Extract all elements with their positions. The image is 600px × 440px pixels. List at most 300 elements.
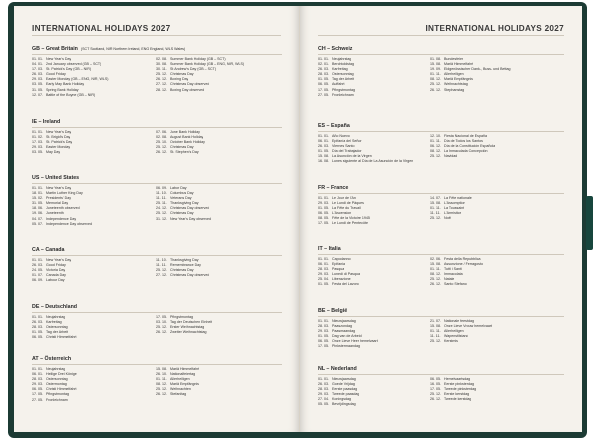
holiday-date: 01. 01. [318,196,329,200]
holiday-date: 17. 05. [318,221,329,226]
holiday-date: 28. 03. [318,72,329,77]
holiday-name: Immacolata [444,272,463,277]
holiday-name: L'Ascension [332,211,352,216]
holiday-name: Weihnachten [170,387,191,392]
holiday-name: Pfingstmontag [170,315,193,319]
holiday-name: New Year's Day [46,258,72,262]
holiday-date: 28. 03. [32,377,43,382]
holiday-row [318,402,426,407]
holiday-date: 29. 03. [32,382,43,387]
holiday-name: L'Assomption [444,201,466,206]
country-name: IE – Ireland [32,119,61,125]
country-section [318,246,564,287]
country-section [32,175,282,226]
holiday-date: 11. 11. [430,334,441,339]
holiday-date: 27. 12. [156,273,167,278]
holiday-date: 25. 12. [156,72,167,77]
holiday-name: Ostersonntag [332,72,354,77]
holiday-date: 15. 08. [430,324,441,329]
left-page [14,6,300,432]
holiday-name: Allerheiligen [444,329,464,334]
holiday-date: 27. 12. [156,82,167,87]
holiday-name: Onze Lieve Vrouw hemelvaart [444,324,493,329]
holiday-name: Battle of the Boyne (GB – NIR) [46,92,96,97]
holiday-date: 29. 03. [318,329,329,334]
holiday-name: Good Friday [46,263,66,268]
holiday-column [430,257,564,288]
holiday-row [318,93,426,98]
holiday-date: 25. 04. [318,277,329,282]
holiday-row [156,330,282,335]
country-name: ES – España [318,123,350,129]
country-title [32,119,282,126]
country-title [318,366,564,373]
holiday-name: Weihnachtstag [444,82,468,87]
holiday-date: 18. 01. [32,191,43,196]
country-title [318,123,564,130]
holiday-date: 08. 05. [318,216,329,221]
holiday-name: October Bank Holiday [170,140,205,145]
holiday-date: 01. 01. [318,134,329,138]
holiday-date: 11. 11. [430,211,441,216]
holiday-name: Ostersonntag [46,325,68,330]
holiday-date: 14. 07. [430,196,441,200]
holiday-name: Early May Bank Holiday [46,82,85,87]
country-section [318,185,564,226]
section-rule [32,183,282,184]
holiday-name: St. Brigid's Day [46,135,71,140]
holiday-row [430,154,564,159]
holiday-name: Karfreitag [332,67,348,72]
holiday-date: 25. 12. [156,145,167,150]
holiday-date: 01. 11. [430,72,441,77]
holiday-date: 21. 07. [430,319,441,323]
holiday-name: Eerste kerstdag [444,392,470,397]
holiday-name: Labor Day [170,186,187,190]
holiday-name: Eidgenössischer Dank-, Buss- und Bettag [444,67,511,72]
holiday-date: 11. 10. [156,191,167,196]
holiday-row [430,282,564,287]
holiday-date: 01. 01. [32,186,43,190]
holiday-date: 12. 10. [430,134,441,138]
holiday-date: 12. 07. [32,92,43,97]
country-title [318,46,564,53]
holiday-column [318,57,426,98]
holiday-name: Paaszondag [332,324,352,329]
holiday-date: 15. 08. [156,367,167,371]
holiday-date: 26. 03. [318,144,329,149]
holiday-date: 02. 06. [430,257,441,261]
holiday-name: Karfreitag [46,320,62,325]
holiday-name: Boxing Day observed [170,87,205,92]
holiday-name: Bevrijdingsdag [332,402,356,407]
holiday-name: Día de la Constitución Española [444,144,496,149]
holiday-name: La Fête nationale [444,196,472,200]
holiday-column [430,134,564,159]
holiday-name: La Inmaculada Concepción [444,149,488,154]
holiday-name: St. Patrick's Day (GB – NIR) [46,67,92,72]
holiday-row [156,273,282,278]
holiday-date: 15. 02. [32,196,43,201]
holiday-date: 01. 11. [430,267,441,272]
holiday-date: 26. 03. [32,320,43,325]
country-section [32,46,282,97]
holiday-name: Veterans Day [170,196,192,201]
holiday-name: Memorial Day [46,201,69,206]
holiday-column [32,367,152,403]
holiday-name: May Day [46,150,61,155]
holiday-date: 01. 01. [318,319,329,323]
holiday-row [318,221,426,226]
holiday-name: Remembrance Day [170,263,201,268]
holiday-name: Le Jour de l'An [332,196,356,200]
holiday-date: 15. 08. [318,154,329,159]
holiday-name: Easter Monday [46,145,71,150]
holiday-date: 06. 09. [32,278,43,283]
holiday-name: Hemelvaartsdag [444,377,471,381]
holiday-name: Neujahrstag [46,315,66,319]
holiday-name: Erster Weihnachtstag [170,325,205,330]
holiday-date: 01. 11. [430,139,441,144]
holiday-column [318,196,426,227]
holiday-date: 26. 12. [156,77,167,82]
holiday-date: 25. 12. [156,325,167,330]
holiday-date: 06. 12. [430,144,441,149]
holiday-date: 25. 12. [156,387,167,392]
holiday-column [156,186,282,222]
holiday-row [156,217,282,222]
holiday-name: Columbus Day [170,191,194,196]
holiday-date: 03. 10. [156,320,167,325]
holiday-date: 26. 12. [156,392,167,397]
holiday-name: Mariä Empfängnis [444,77,473,82]
holiday-name: Viernes Santo [332,144,355,149]
holiday-name: Pfingstmontag [332,87,355,92]
section-rule [318,374,564,375]
holiday-date: 28. 03. [32,325,43,330]
holiday-date: 01. 05. [318,282,329,287]
holiday-name: Dag van de Arbeid [332,334,362,339]
holiday-name: Christi Himmelfahrt [46,387,77,392]
holiday-date: 03. 05. [32,150,43,155]
holiday-name: Spring Bank Holiday [46,87,79,92]
holiday-column [156,367,282,398]
holiday-date: 01. 01. [32,130,43,134]
holiday-date: 26. 12. [430,282,441,287]
holiday-name: Neujahrstag [46,367,66,371]
holiday-name: Summer Bank Holiday (GB – ENG, NIR, WLS) [170,62,245,67]
holiday-name: Pinkstermaandag [332,344,360,349]
holiday-name: Christmas Day observed [170,82,210,87]
holiday-date: 06. 05. [32,387,43,392]
country-name: GB – Great Britain [32,46,78,52]
holiday-date: 06. 05. [318,82,329,87]
holiday-date: 01. 05. [318,206,329,211]
holiday-name: Easter Monday (GB – ENG, NIR, WLS) [46,77,109,82]
holiday-date: 30. 08. [156,62,167,67]
holiday-name: Christmas Day [170,268,194,273]
holiday-date: 01. 01. [32,57,43,61]
holiday-row [32,93,152,98]
holiday-name: Labour Day [46,278,65,283]
holiday-row [32,222,152,227]
holiday-name: August Bank Holiday [170,135,204,140]
holiday-name: La Fête du Travail [332,206,361,211]
holiday-name: Martin Luther King Day [46,191,83,196]
holiday-name: Pfingstmontag [46,392,69,397]
holiday-name: Christmas Day [170,72,194,77]
holiday-name: Liberazione [332,277,351,282]
section-rule [32,312,282,313]
holiday-name: St. Patrick's Day [46,140,73,145]
country-name: FR – France [318,185,349,191]
holiday-date: 25. 12. [156,268,167,273]
holiday-column [430,377,564,402]
holiday-name: Koningsdag [332,397,351,402]
section-rule [318,193,564,194]
country-title [318,246,564,253]
holiday-row [430,339,564,344]
country-section [32,119,282,155]
holiday-date: 24. 12. [156,206,167,211]
holiday-name: Tweede pinksterdag [444,387,477,392]
holiday-column [32,315,152,340]
holiday-name: La Asunción de la Virgen [332,154,372,159]
holiday-name: Le Lundi de Pâques [332,201,364,206]
holiday-row [318,344,426,349]
holiday-column [318,319,426,350]
holiday-date: 17. 03. [32,140,43,145]
holiday-name: Tag der Arbeit [46,330,69,335]
holiday-name: Nationale feestdag [444,319,474,323]
country-title [318,185,564,192]
holiday-date: 01. 05. [32,330,43,335]
holiday-column [32,57,152,98]
country-title [32,356,282,363]
holiday-date: 06. 05. [430,377,441,381]
country-section [32,304,282,340]
holiday-date: 16. 05. [430,382,441,387]
holiday-date: 11. 11. [156,263,167,268]
section-rule [32,364,282,365]
holiday-date: 28. 03. [318,267,329,272]
holiday-name: Festa della Repubblica [444,257,481,261]
holiday-name: St. Stephen's Day [170,150,199,155]
holiday-name: 2nd January observed (GB – SCT) [46,62,102,67]
holiday-date: 04. 07. [32,216,43,221]
holiday-date: 25. 12. [430,216,441,221]
holiday-column [318,257,426,288]
holiday-date: 06. 09. [156,186,167,190]
country-section [32,356,282,402]
holiday-date: 29. 03. [318,201,329,206]
country-title [32,46,282,53]
holiday-name: Festa del Lavoro [332,282,359,287]
holiday-date: 11. 10. [156,258,167,262]
header-rule [318,35,564,36]
holiday-date: 07. 06. [156,130,167,134]
holiday-name: New Year's Day [46,186,72,190]
holiday-name: Lunes siguiente al Día de La Asunción de la Virgen [332,159,414,164]
country-section [318,308,564,349]
country-name: NL – Nederland [318,366,357,372]
country-section [318,123,564,164]
holiday-date: 01. 05. [318,334,329,339]
holiday-date: 17. 05. [430,387,441,392]
holiday-date: 31. 05. [32,87,43,92]
holiday-date: 16. 08. [318,159,329,164]
holiday-date: 01. 11. [430,329,441,334]
holiday-column [156,130,282,155]
holiday-row [32,335,152,340]
holiday-date: 02. 08. [156,57,167,61]
holiday-name: Nieuwjaarsdag [332,377,356,381]
holiday-date: 01. 01. [32,315,43,319]
holiday-date: 11. 11. [156,196,167,201]
holiday-name: New Year's Day [46,130,72,134]
holiday-name: Eerste paasdag [332,387,358,392]
holiday-name: Santo Stefano [444,282,467,287]
holiday-date: 25. 12. [430,154,441,159]
country-name: AT – Österreich [32,356,72,362]
holiday-date: 06. 05. [318,211,329,216]
holiday-column [32,130,152,155]
holiday-name: Capodanno [332,257,351,261]
holiday-date: 08. 12. [430,77,441,82]
holiday-date: 02. 08. [156,135,167,140]
holiday-date: 15. 08. [430,201,441,206]
holiday-date: 01. 11. [156,377,167,382]
holiday-name: Mariä Empfängnis [170,382,199,387]
right-page [300,6,582,432]
holiday-date: 25. 12. [430,339,441,344]
holiday-row [318,282,426,287]
holiday-column [156,57,282,93]
holiday-date: 28. 12. [156,87,167,92]
holiday-date: 01. 11. [430,206,441,211]
holiday-row [318,159,426,164]
section-rule [318,316,564,317]
holiday-column [32,258,152,283]
holiday-date: 06. 01. [32,372,43,377]
holiday-name: Fronleichnam [46,397,68,402]
country-section [318,46,564,97]
holiday-name: Zweiter Weihnachtstag [170,330,207,335]
holiday-column [430,196,564,221]
holiday-name: Wapenstilstand [444,334,469,339]
country-note: (SCT Scotland, NIR Northern Ireland, ENG England, WLS Wales) [80,47,186,51]
holiday-date: 01. 05. [318,149,329,154]
holiday-name: Assunzione / Ferragosto [444,262,483,267]
holiday-name: New Year's Day [46,57,72,61]
holiday-date: 26. 03. [318,382,329,387]
holiday-row [430,216,564,221]
holiday-date: 31. 05. [32,201,43,206]
holiday-date: 05. 07. [32,221,43,226]
holiday-date: 03. 05. [32,82,43,87]
holiday-name: Summer Bank Holiday (GB – SCT) [170,57,226,61]
holiday-date: 25. 12. [430,392,441,397]
holiday-name: Tweede paasdag [332,392,360,397]
holiday-date: 08. 12. [430,149,441,154]
holiday-date: 15. 08. [430,62,441,67]
holiday-date: 27. 04. [318,397,329,402]
holiday-date: 01. 01. [318,377,329,381]
holiday-date: 15. 08. [430,262,441,267]
holiday-date: 25. 11. [156,201,167,206]
holiday-date: 24. 05. [32,268,43,273]
holiday-date: 30. 11. [156,67,167,72]
holiday-column [318,134,426,165]
holiday-name: Día del Trabajador [332,149,362,154]
section-rule [32,255,282,256]
holiday-date: 26. 03. [32,72,43,77]
holiday-date: 26. 12. [156,330,167,335]
holiday-name: Natale [444,277,455,282]
holiday-name: Juneteenth [46,211,64,216]
holiday-row [156,150,282,155]
holiday-row [430,397,564,402]
holiday-name: New Year's Day observed [170,216,212,221]
holiday-date: 01. 07. [32,273,43,278]
holiday-column [156,258,282,278]
country-name: US – United States [32,175,80,181]
section-rule [318,131,564,132]
holiday-row [32,150,152,155]
holiday-date: 08. 12. [430,272,441,277]
holiday-row [156,392,282,397]
holiday-column [430,57,564,93]
holiday-date: 27. 05. [32,397,43,402]
holiday-date: 25. 12. [156,211,167,216]
holiday-name: Christmas Day observed [170,206,210,211]
holiday-name: Juneteenth observed [46,206,80,211]
country-title [32,304,282,311]
holiday-name: Christi Himmelfahrt [46,335,77,340]
country-title [318,308,564,315]
country-name: DE – Deutschland [32,304,78,310]
holiday-date: 04. 01. [32,62,43,67]
holiday-name: Paasmaandag [332,329,356,334]
holiday-date: 27. 05. [318,92,329,97]
holiday-date: 26. 12. [430,397,441,402]
holiday-name: Good Friday [46,72,66,77]
holiday-date: 25. 12. [430,277,441,282]
holiday-date: 01. 01. [32,367,43,371]
holiday-name: Navidad [444,154,458,159]
holiday-name: Stephanstag [444,87,465,92]
holiday-name: Heilige Drei Könige [46,372,77,377]
holiday-date: 01. 02. [32,135,43,140]
country-name: CH – Schweiz [318,46,353,52]
holiday-date: 01. 05. [318,77,329,82]
holiday-date: 02. 01. [318,62,329,67]
holiday-date: 29. 03. [32,77,43,82]
holiday-row [32,278,152,283]
holiday-name: Mariä Himmelfahrt [444,62,474,67]
section-rule [32,127,282,128]
holiday-name: Tag der Deutschen Einheit [170,320,213,325]
holiday-date: 26. 10. [156,372,167,377]
section-rule [318,254,564,255]
holiday-row [32,398,152,403]
country-section [32,247,282,283]
holiday-name: Independence Day [46,216,77,221]
country-title [32,247,282,254]
holiday-date: 06. 01. [318,139,329,144]
holiday-name: Eerste pinksterdag [444,382,474,387]
section-rule [32,54,282,55]
